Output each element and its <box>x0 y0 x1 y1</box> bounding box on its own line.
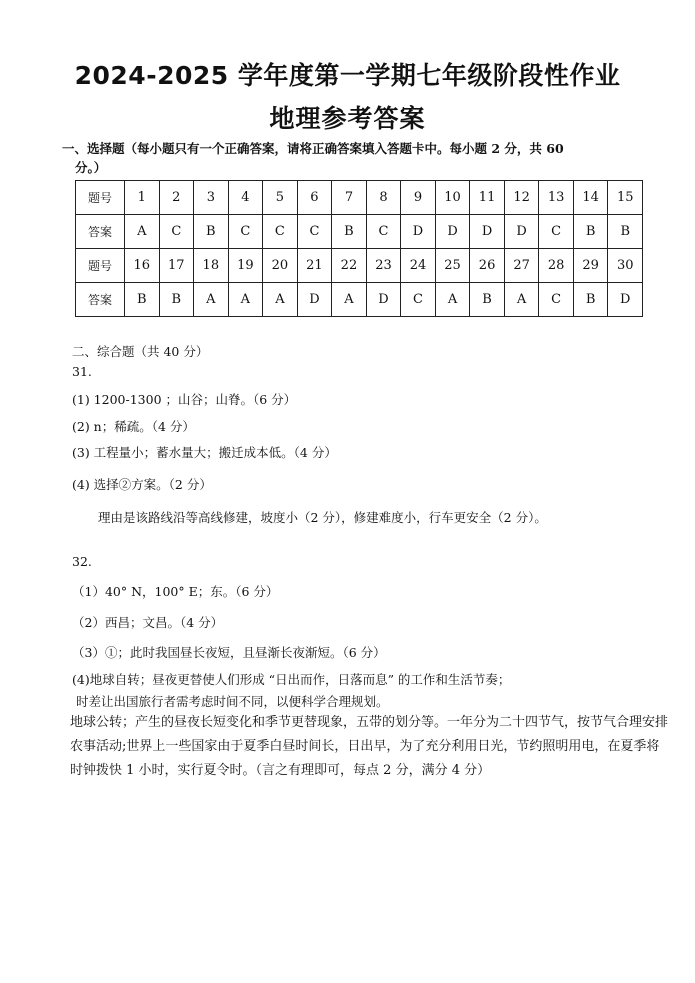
question-number: 6 <box>297 181 332 215</box>
answer-cell: B <box>194 215 229 249</box>
question-number: 12 <box>504 181 539 215</box>
answer-cell: C <box>401 283 436 317</box>
answer-cell: D <box>608 283 643 317</box>
answer-cell: C <box>228 215 263 249</box>
q32-label: 32. <box>72 554 92 569</box>
question-number: 4 <box>228 181 263 215</box>
answer-cell: A <box>435 283 470 317</box>
question-number: 24 <box>401 249 436 283</box>
row-header-question: 题号 <box>76 249 125 283</box>
section1-heading-line2: 分。） <box>75 160 107 175</box>
q31-label: 31. <box>72 364 92 379</box>
answer-row <box>76 215 643 249</box>
answer-cell: B <box>608 215 643 249</box>
answer-cell: D <box>297 283 332 317</box>
question-number: 2 <box>159 181 194 215</box>
answer-cell: C <box>297 215 332 249</box>
q31-answer-1: (1) 1200-1300 ；山谷；山脊。（6 分） <box>72 392 297 407</box>
question-number: 8 <box>366 181 401 215</box>
question-number: 21 <box>297 249 332 283</box>
question-number: 26 <box>470 249 505 283</box>
answer-cell: C <box>263 215 298 249</box>
question-number: 25 <box>435 249 470 283</box>
answer-cell: A <box>504 283 539 317</box>
q32-answer-4-line1: (4)地球自转；昼夜更替使人们形成 “日出而作，日落而息” 的工作和生活节奏； <box>72 672 511 687</box>
q32-answer-3: （3）①；此时我国昼长夜短，且昼渐长夜渐短。（6 分） <box>72 645 386 660</box>
question-number: 18 <box>194 249 229 283</box>
answer-cell: D <box>366 283 401 317</box>
answer-cell: A <box>194 283 229 317</box>
question-number: 17 <box>159 249 194 283</box>
section1-heading-line1: 一、选择题（每小题只有一个正确答案，请将正确答案填入答题卡中。每小题 2 分，共 60 <box>62 141 564 156</box>
document-subtitle: 地理参考答案 <box>269 104 426 133</box>
question-number: 1 <box>125 181 160 215</box>
question-number: 23 <box>366 249 401 283</box>
answer-cell: D <box>435 215 470 249</box>
answer-table <box>75 180 643 317</box>
q32-answer-1: （1）40° N，100° E；东。（6 分） <box>72 584 279 599</box>
answer-cell: C <box>366 215 401 249</box>
question-number: 19 <box>228 249 263 283</box>
answer-cell: D <box>504 215 539 249</box>
answer-cell: A <box>125 215 160 249</box>
answer-cell: B <box>573 283 608 317</box>
q32-answer-4-line2: 时差让出国旅行者需考虑时间不同，以便科学合理规划。 <box>76 694 389 709</box>
question-number: 28 <box>539 249 574 283</box>
answer-cell: C <box>539 215 574 249</box>
question-number: 27 <box>504 249 539 283</box>
question-number: 29 <box>573 249 608 283</box>
answer-cell: B <box>159 283 194 317</box>
q32-answer-4-paragraph: 地球公转；产生的昼夜长短变化和季节更替现象，五带的划分等。一年分为二十四节气，按节气合理安排农事活动;世界上一些国家由于夏季白昼时间长，日出早，为了充分利用日光，节约照明用电，在夏季将时钟拨快 1 小时，实行夏令时。（言之有理即可，每点 2 分，满分 4 分） <box>70 715 669 778</box>
answer-cell: D <box>401 215 436 249</box>
row-header-answer: 答案 <box>76 215 125 249</box>
row-header-answer: 答案 <box>76 283 125 317</box>
answer-cell: C <box>159 215 194 249</box>
question-number: 9 <box>401 181 436 215</box>
answer-cell: B <box>332 215 367 249</box>
document-title: 2024-2025 学年度第一学期七年级阶段性作业 <box>74 61 621 90</box>
question-number: 15 <box>608 181 643 215</box>
question-number: 22 <box>332 249 367 283</box>
question-number: 14 <box>573 181 608 215</box>
question-number: 3 <box>194 181 229 215</box>
row-header-question: 题号 <box>76 181 125 215</box>
answer-cell: D <box>470 215 505 249</box>
question-number: 20 <box>263 249 298 283</box>
q31-answer-2: (2) n；稀疏。（4 分） <box>72 419 195 434</box>
answer-cell: C <box>539 283 574 317</box>
question-number: 7 <box>332 181 367 215</box>
question-number: 13 <box>539 181 574 215</box>
question-number: 30 <box>608 249 643 283</box>
q31-answer-3: (3) 工程量小；蓄水量大；搬迁成本低。（4 分） <box>72 445 337 460</box>
answer-cell: A <box>263 283 298 317</box>
section2-heading: 二、综合题（共 40 分） <box>72 344 209 359</box>
question-number-row <box>76 249 643 283</box>
q31-answer-4-reason: 理由是该路线沿等高线修建，坡度小（2 分），修建难度小，行车更安全（2 分）。 <box>98 510 547 525</box>
question-number: 11 <box>470 181 505 215</box>
question-number: 5 <box>263 181 298 215</box>
answer-cell: A <box>332 283 367 317</box>
section1-heading <box>62 139 642 177</box>
answer-row <box>76 283 643 317</box>
q32-answer-2: （2）西昌；文昌。（4 分） <box>72 615 224 630</box>
answer-cell: A <box>228 283 263 317</box>
question-number-row <box>76 181 643 215</box>
answer-cell: B <box>470 283 505 317</box>
question-number: 10 <box>435 181 470 215</box>
question-number: 16 <box>125 249 160 283</box>
answer-cell: B <box>125 283 160 317</box>
answer-cell: B <box>573 215 608 249</box>
q31-answer-4: (4) 选择②方案。（2 分） <box>72 477 212 492</box>
